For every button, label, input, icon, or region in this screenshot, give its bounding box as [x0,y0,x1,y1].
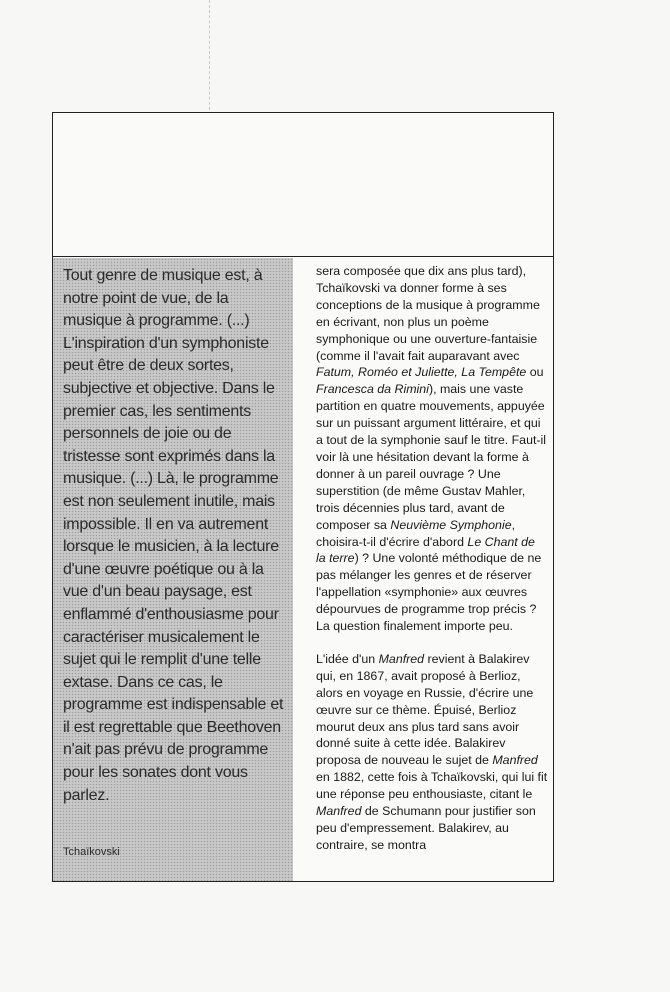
text-segment: ) ? Une volonté méthodique de ne pas mélanger les genres et de réserver l'appellation «symphonie» aux œuvres dépourvues de programme trop précis ? La question finalement importe peu. [316,551,542,634]
work-title: Fatum, Roméo et Juliette, La Tempête [316,365,527,380]
work-title: Manfred [316,804,362,819]
body-column [316,263,548,854]
body-paragraph-1 [316,263,548,635]
text-segment: , choisira-t-il d'écrire d'abord [316,517,516,549]
quote-author: Tchaïkovski [63,846,120,858]
work-title: Manfred [378,651,425,666]
text-segment: ), mais une vaste partition en quatre mouvements, appuyée sur un puissant argument littéraire, et qui a tout de la symphonie sauf le titre. Faut-il voir là une hésitation devant la forme à donner à un pareil ouvrage ? Une superstition (de même Gustav Mahler, trois décennies plus tard, avant de composer sa [316,382,547,532]
fold-line [209,0,210,120]
frame-divider [53,256,553,257]
text-segment: ou [526,365,544,380]
body-paragraph-2 [316,651,548,854]
text-segment: L'idée d'un [316,651,379,666]
work-title: Manfred [492,753,538,768]
quote-panel [53,258,293,881]
work-title: Neuvième Symphonie [390,517,512,532]
text-segment: revient à Balakirev qui, en 1867, avait proposé à Berlioz, alors en voyage en Russie, d'écrire une œuvre sur ce thème. Épuisé, Berlioz mourut deux ans plus tard sans avoir donné suite à cette idée. Balakirev proposa de nouveau le sujet de [316,651,534,768]
page-frame [52,112,554,882]
text-segment: en 1882, cette fois à Tchaïkovski, qui lui fit une réponse peu enthousiaste, citant le [316,770,548,802]
text-segment: sera composée que dix ans plus tard), Tchaïkovski va donner forme à ses conceptions de la musique à programme en écrivant, non plus un poème symphonique ou une ouverture-fantaisie (comme il l'avait fait auparavant avec [316,264,540,363]
work-title: Francesca da Rimini [316,382,429,397]
quote-text: Tout genre de musique est, à notre point de vue, de la musique à programme. (...) L'inspiration d'un symphoniste peut être de deux sortes, subjective et objective. Dans le premier cas, les sentiments personnels de joie ou de tristesse sont exprimés dans la musique. (...) Là, le programme est non seulement inutile, mais impossible. Il en va autrement lorsque le musicien, à la lecture d'une œuvre poétique ou à la vue d'un beau paysage, est enflammé d'enthousiasme pour caractériser musicalement le sujet qui le remplit d'une telle extase. Dans ce cas, le programme est indispensable et il est regrettable que Beethoven n'ait pas prévu de programme pour les sonates dont vous parlez. [63,267,284,804]
text-segment: de Schumann pour justifier son peu d'empressement. Balakirev, au contraire, se montra [316,804,536,852]
work-title: Le Chant de la terre [316,534,535,566]
